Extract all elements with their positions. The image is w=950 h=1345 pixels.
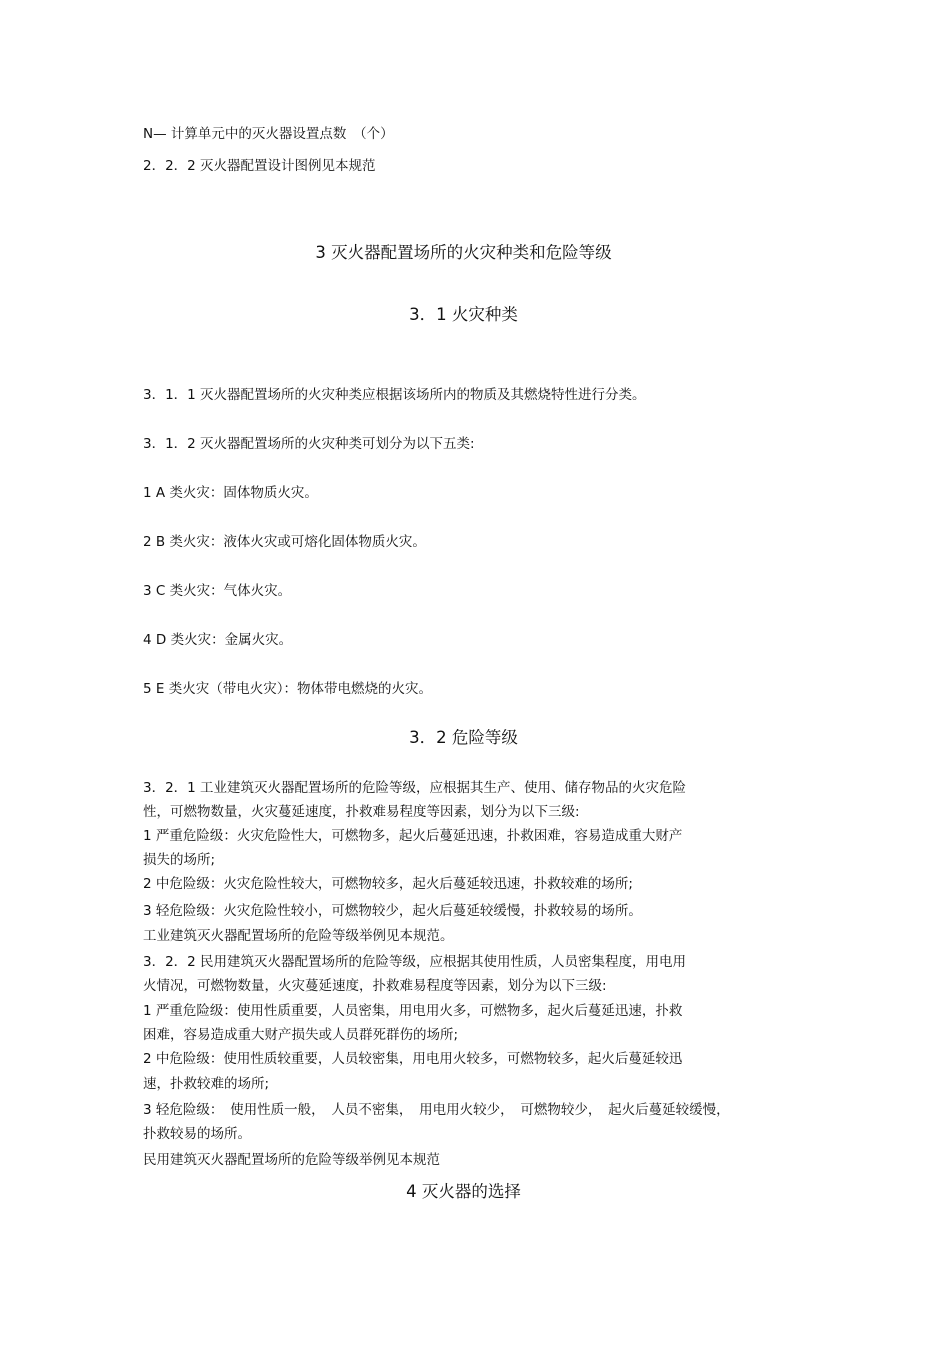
- civil-medium-line: 2 中危险级：使用性质较重要，人员较密集，用电用火较多，可燃物较多，起火后蔓延较迅: [143, 1051, 683, 1067]
- fire-class-b: 2 B 类火灾：液体火灾或可熔化固体物质火灾。: [143, 534, 426, 550]
- civil-light-line: 扑救较易的场所。: [143, 1126, 251, 1142]
- clause-3-1-2: 3．1．2 灭火器配置场所的火灾种类可划分为以下五类:: [143, 436, 475, 452]
- fire-class-a: 1 A 类火灾：固体物质火灾。: [143, 485, 318, 501]
- fire-class-c: 3 C 类火灾：气体火灾。: [143, 583, 292, 599]
- civil-example-note: 民用建筑灭火器配置场所的危险等级举例见本规范: [143, 1152, 440, 1168]
- industrial-light-line: 3 轻危险级：火灾危险性较小，可燃物较少，起火后蔓延较缓慢，扑救较易的场所。: [143, 903, 642, 919]
- intro-line-2: 2．2．2 灭火器配置设计图例见本规范: [143, 158, 376, 174]
- intro-line-1: N— 计算单元中的灭火器设置点数 （个）: [143, 126, 394, 142]
- fire-class-d: 4 D 类火灾：金属火灾。: [143, 632, 293, 648]
- industrial-example-note: 工业建筑灭火器配置场所的危险等级举例见本规范。: [143, 928, 454, 944]
- civil-medium-line: 速，扑救较难的场所;: [143, 1076, 270, 1092]
- civil-severe-line: 困难，容易造成重大财产损失或人员群死群伤的场所;: [143, 1027, 459, 1043]
- clause-3-1-1: 3．1．1 灭火器配置场所的火灾种类应根据该场所内的物质及其燃烧特性进行分类。: [143, 387, 646, 403]
- section-3-2-title: 3．2 危险等级: [409, 728, 518, 747]
- clause-3-2-1-line: 3．2．1 工业建筑灭火器配置场所的危险等级，应根据其生产、使用、储存物品的火灾危险: [143, 780, 687, 796]
- civil-severe-line: 1 严重危险级：使用性质重要，人员密集，用电用火多，可燃物多，起火后蔓延迅速，扑救: [143, 1003, 683, 1019]
- fire-class-e: 5 E 类火灾（带电火灾）：物体带电燃烧的火灾。: [143, 681, 432, 697]
- section-3-1-title: 3．1 火灾种类: [409, 305, 518, 324]
- clause-3-2-2-line: 火情况，可燃物数量，火灾蔓延速度，扑救难易程度等因素，划分为以下三级:: [143, 978, 607, 994]
- industrial-medium-line: 2 中危险级：火灾危险性较大，可燃物较多，起火后蔓延较迅速，扑救较难的场所;: [143, 876, 633, 892]
- chapter-4-title: 4 灭火器的选择: [406, 1182, 521, 1201]
- industrial-severe-line: 1 严重危险级：火灾危险性大，可燃物多，起火后蔓延迅速，扑救困难，容易造成重大财产: [143, 828, 683, 844]
- clause-3-2-1-line: 性，可燃物数量，火灾蔓延速度，扑救难易程度等因素，划分为以下三级:: [143, 804, 580, 820]
- civil-light-line: 3 轻危险级： 使用性质一般， 人员不密集， 用电用火较少， 可燃物较少， 起火后蔓延较缓慢，: [143, 1102, 730, 1118]
- chapter-3-title: 3 灭火器配置场所的火灾种类和危险等级: [315, 243, 612, 262]
- industrial-severe-line: 损失的场所;: [143, 852, 216, 868]
- clause-3-2-2-line: 3．2．2 民用建筑灭火器配置场所的危险等级，应根据其使用性质，人员密集程度，用电用: [143, 954, 687, 970]
